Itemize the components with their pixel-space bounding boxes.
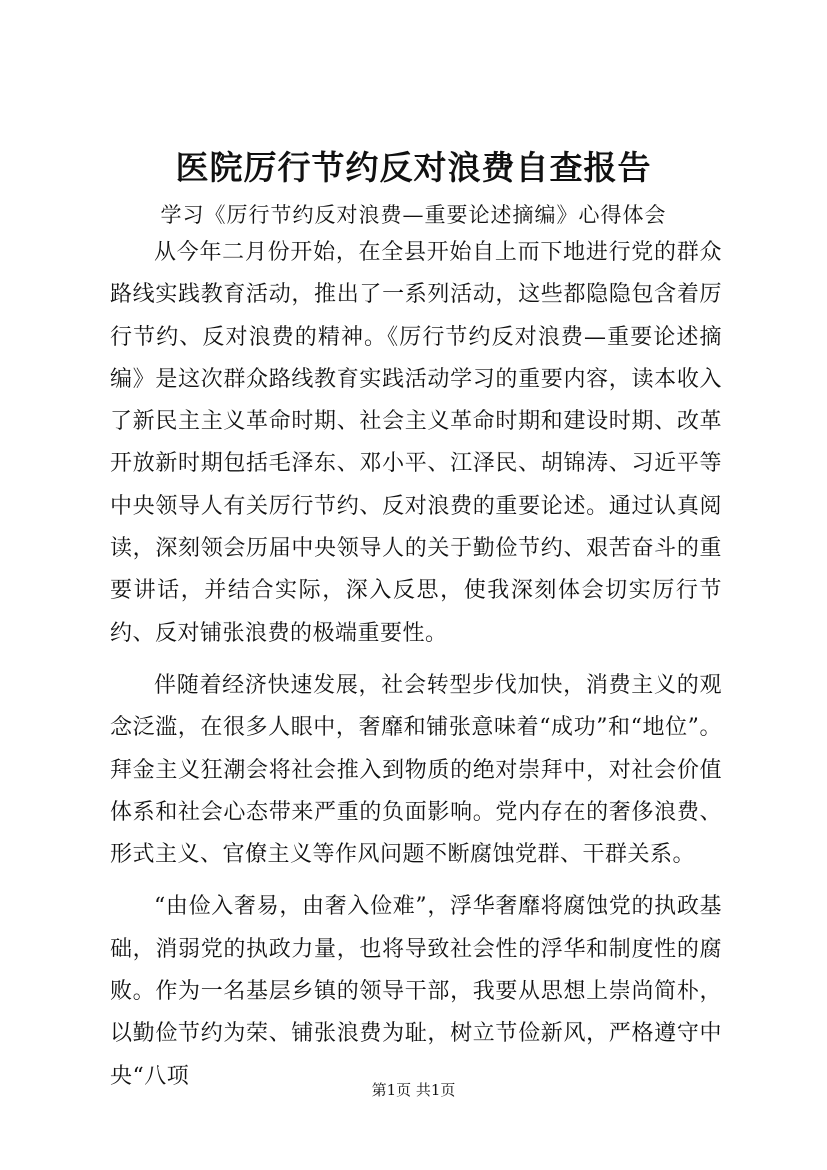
paragraph: “由俭入奢易，由奢入俭难”，浮华奢靡将腐蚀党的执政基础，消弱党的执政力量，也将导致社会性的浮华和制度性的腐败。作为一名基层乡镇的领导干部，我要从思想上崇尚简朴，以勤俭节约为荣、铺张浪费为耻，树立节俭新风，严格遵守中央“八项 — [110, 894, 722, 1089]
document-body — [110, 232, 722, 1098]
document-subtitle: 学习《厉行节约反对浪费—重要论述摘编》心得体会 — [160, 203, 667, 227]
document-title: 医院厉行节约反对浪费自查报告 — [175, 148, 652, 187]
page-footer: 第1页 共1页 — [371, 1081, 456, 1099]
paragraph: 从今年二月份开始，在全县开始自上而下地进行党的群众路线实践教育活动，推出了一系列活动，这些都隐隐包含着厉行节约、反对浪费的精神。《厉行节约反对浪费—重要论述摘编》是这次群众路线教育实践活动学习的重要内容，读本收入了新民主主义革命时期、社会主义革命时期和建设时期、改革开放新时期包括毛泽东、邓小平、江泽民、胡锦涛、习近平等中央领导人有关厉行节约、反对浪费的重要论述。通过认真阅读，深刻领会历届中央领导人的关于勤俭节约、艰苦奋斗的重要讲话，并结合实际，深入反思，使我深刻体会切实厉行节约、反对铺张浪费的极端重要性。 — [110, 240, 722, 646]
paragraph: 伴随着经济快速发展，社会转型步伐加快，消费主义的观念泛滥，在很多人眼中，奢靡和铺张意味着“成功”和“地位”。拜金主义狂潮会将社会推入到物质的绝对崇拜中，对社会价值体系和社会心态带来严重的负面影响。党内存在的奢侈浪费、形式主义、官僚主义等作风问题不断腐蚀党群、干群关系。 — [110, 672, 722, 868]
